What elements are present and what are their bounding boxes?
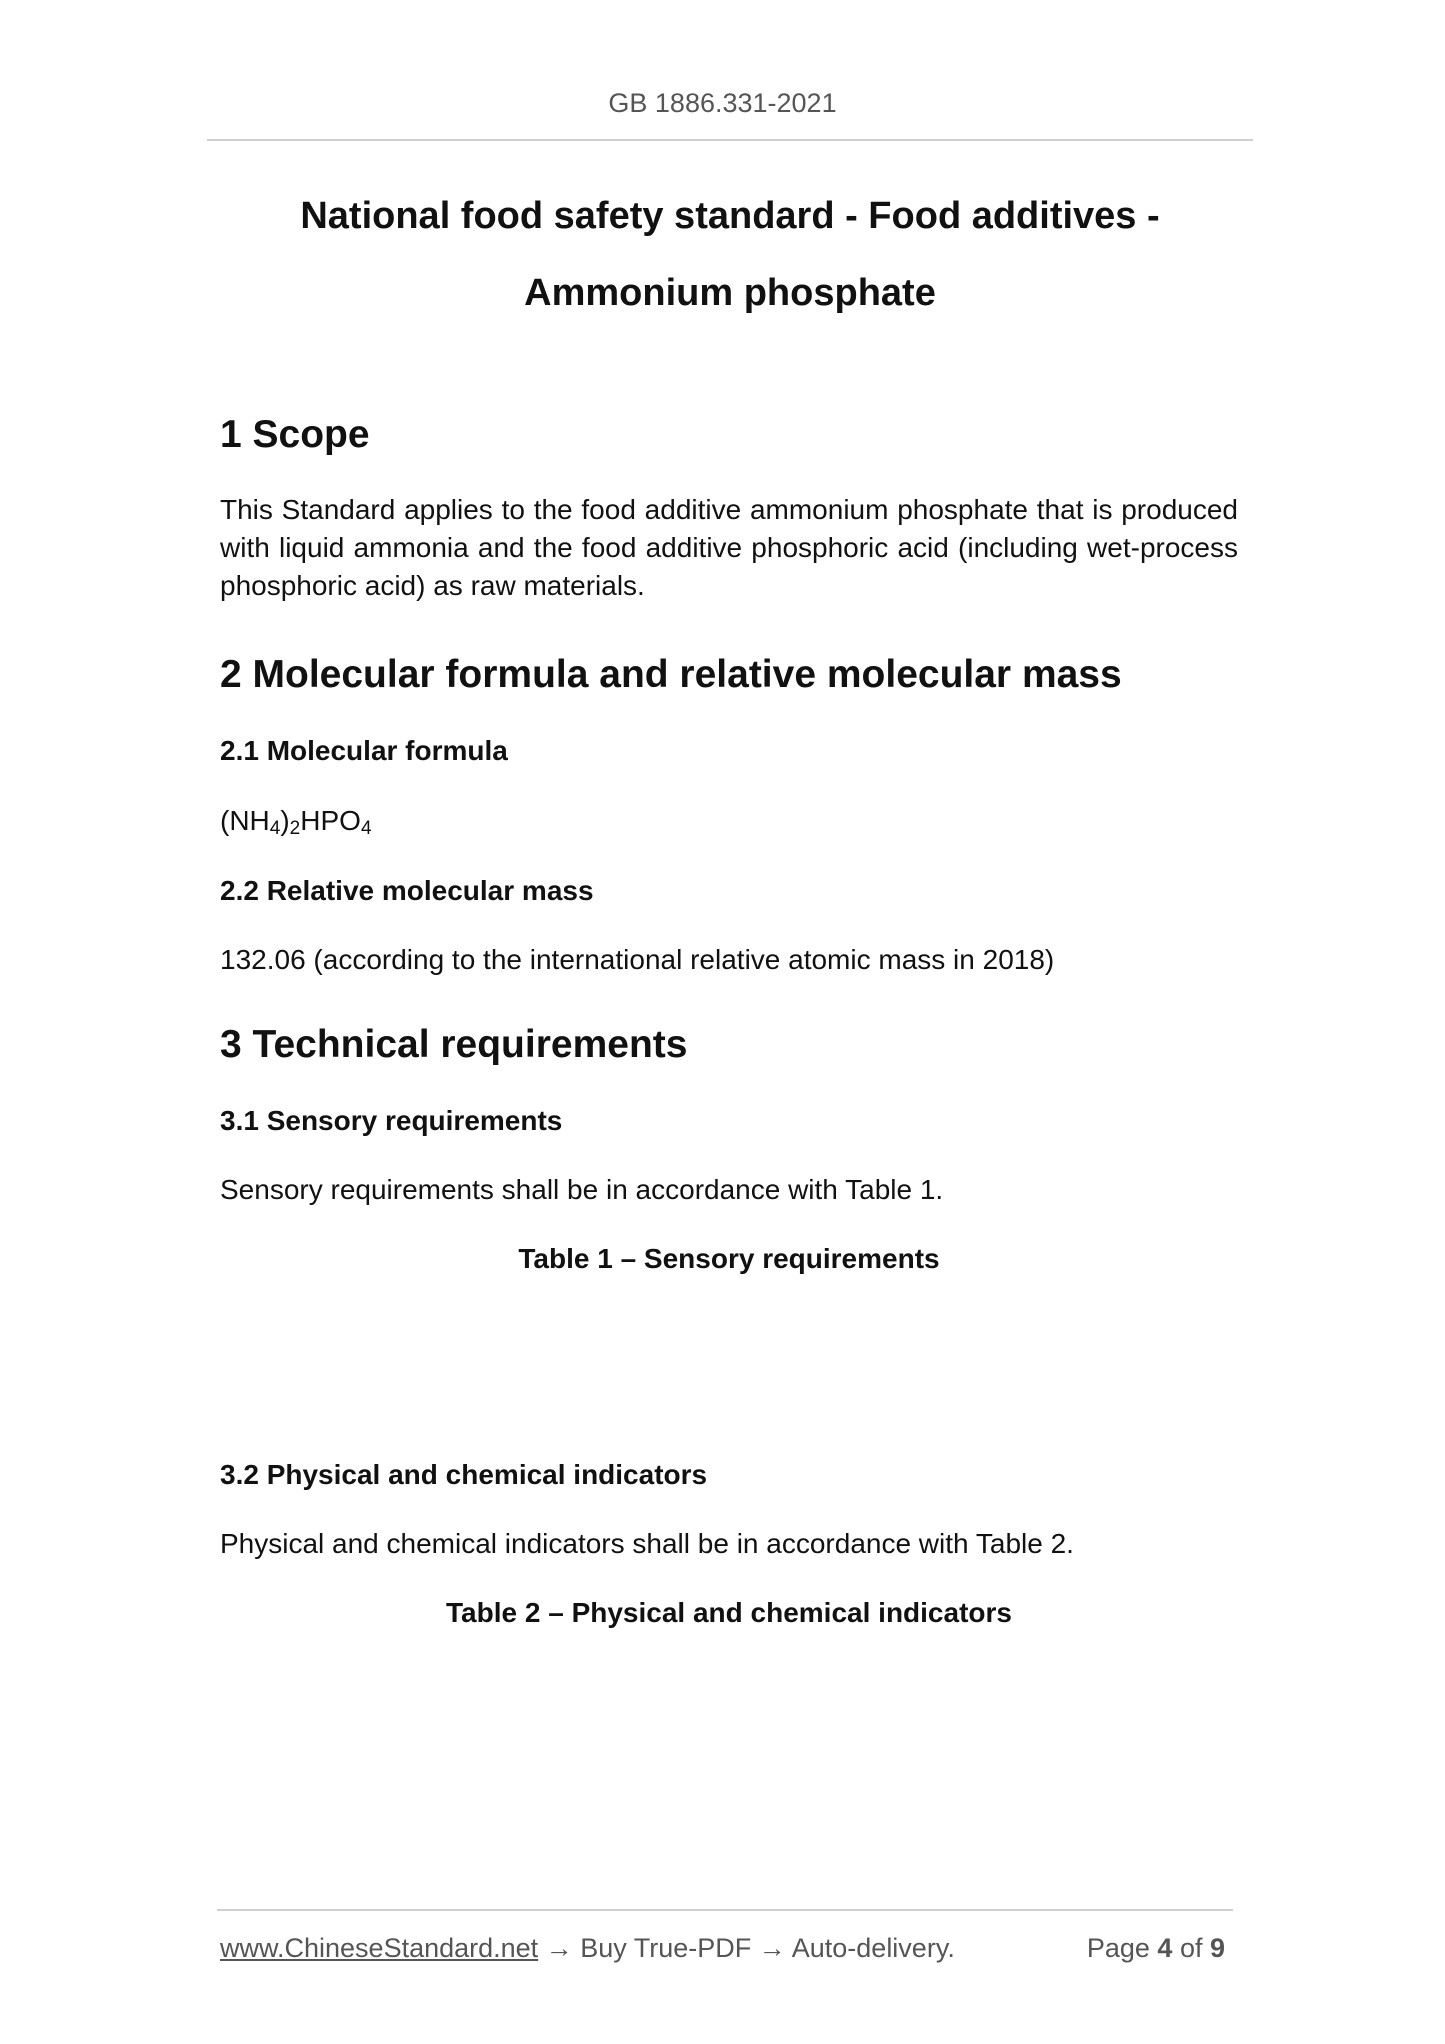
table-1-caption: Table 1 – Sensory requirements [518, 1243, 940, 1274]
document-body [220, 405, 1238, 1633]
page-number [1087, 1928, 1225, 1968]
of-word: of [1172, 1933, 1210, 1963]
document-title-line-2: Ammonium phosphate [524, 272, 936, 314]
clause-heading-sensory: 3.1 Sensory requirements [220, 1105, 563, 1136]
formula-subscript: 4 [360, 818, 372, 839]
clause-heading-physchem: 3.2 Physical and chemical indicators [220, 1459, 708, 1490]
molecular-formula [220, 801, 1238, 841]
clause-heading-relative-mass: 2.2 Relative molecular mass [220, 875, 594, 906]
formula-part: HPO [300, 805, 361, 836]
footer-promo [220, 1928, 955, 1968]
header-divider [207, 139, 1253, 141]
footer-tagline: → Buy True-PDF → Auto-delivery. [538, 1933, 955, 1963]
sensory-paragraph: Sensory requirements shall be in accordance with Table 1. [220, 1174, 944, 1205]
footer-divider [217, 1909, 1233, 1911]
site-link[interactable]: www.ChineseStandard.net [220, 1933, 539, 1963]
formula-part: (NH [220, 805, 270, 836]
document-title [207, 178, 1253, 332]
document-title-line-1: National food safety standard - Food additives - [300, 195, 1160, 237]
clause-heading-molecular-formula: 2.1 Molecular formula [220, 735, 508, 766]
formula-part: ) [280, 805, 290, 836]
section-heading-technical: 3 Technical requirements [220, 1023, 688, 1066]
formula-subscript: 2 [289, 818, 301, 839]
relative-mass-paragraph: 132.06 (according to the international relative atomic mass in 2018) [220, 944, 1055, 975]
section-heading-scope: 1 Scope [220, 413, 370, 456]
running-header: GB 1886.331-2021 [608, 88, 837, 118]
physchem-paragraph: Physical and chemical indicators shall be in accordance with Table 2. [220, 1528, 1074, 1559]
current-page: 4 [1157, 1933, 1173, 1963]
formula-subscript: 4 [269, 818, 281, 839]
section-heading-molecular: 2 Molecular formula and relative molecular mass [220, 653, 1122, 696]
page-word: Page [1086, 1933, 1158, 1963]
scope-paragraph: This Standard applies to the food additive ammonium phosphate that is produced with liquid ammonia and the food additive phosphoric acid (including wet-process phosphoric acid) as raw materials. [220, 494, 1238, 601]
total-pages: 9 [1209, 1933, 1225, 1963]
table-2-caption: Table 2 – Physical and chemical indicators [446, 1597, 1012, 1628]
